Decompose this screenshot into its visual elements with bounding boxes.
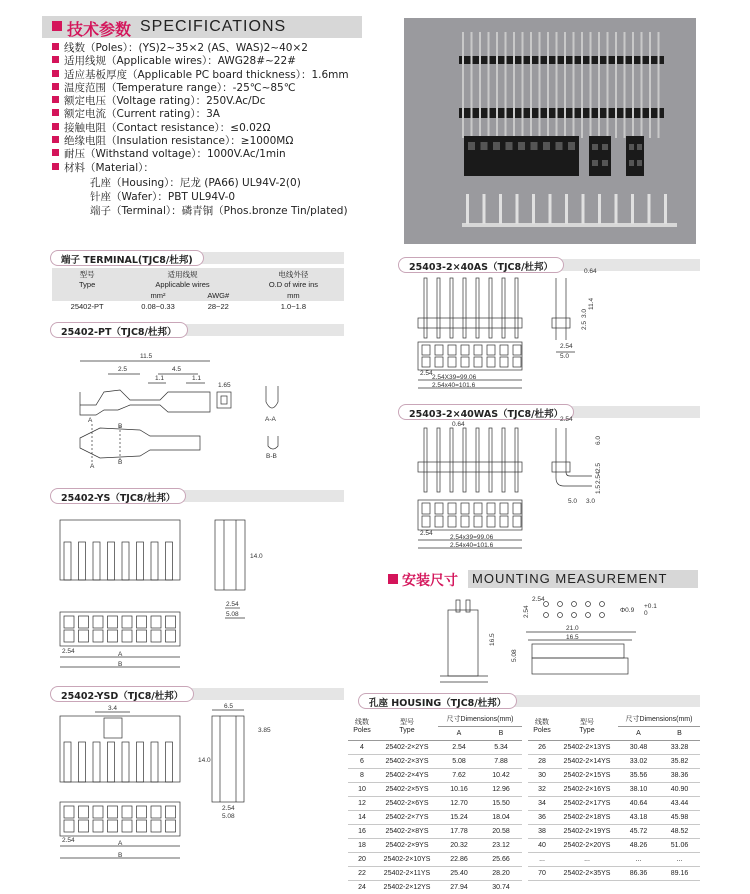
svg-text:0.64: 0.64	[452, 421, 465, 428]
table-cell: ...	[528, 852, 556, 866]
pt-title: 25402-PT（TJC8/杜邦）	[50, 322, 188, 338]
housing-title: 孔座 HOUSING（TJC8/杜邦）	[358, 693, 517, 709]
table-cell: 25402-2×19YS	[556, 824, 618, 838]
table-cell: 89.16	[659, 866, 700, 880]
table-cell: 45.98	[659, 810, 700, 824]
table-cell	[659, 880, 700, 894]
table-cell: 8	[348, 768, 376, 782]
table-cell	[528, 880, 556, 894]
table-cell: 18.04	[480, 810, 522, 824]
svg-text:2.54: 2.54	[560, 343, 573, 350]
table-row	[528, 824, 700, 838]
svg-text:2.54: 2.54	[532, 596, 545, 603]
table-cell: 25402-2×18YS	[556, 810, 618, 824]
svg-text:11.5: 11.5	[140, 353, 153, 360]
table-cell: 25402-2×11YS	[376, 866, 438, 880]
svg-text:A-A: A-A	[265, 416, 276, 423]
svg-text:+0.1: +0.1	[644, 603, 657, 610]
svg-text:5.08: 5.08	[226, 611, 239, 618]
table-cell: 23.12	[480, 838, 522, 852]
svg-text:5.0: 5.0	[560, 353, 570, 360]
svg-text:0: 0	[644, 610, 648, 617]
table-cell: 40.64	[618, 796, 659, 810]
table-cell: 34	[528, 796, 556, 810]
table-cell: 48.26	[618, 838, 659, 852]
table-cell: 25402-2×9YS	[376, 838, 438, 852]
svg-text:2.54: 2.54	[222, 805, 235, 812]
table-cell: 25402-2×20YS	[556, 838, 618, 852]
table-cell: 30	[528, 768, 556, 782]
table-row	[348, 824, 522, 838]
as-title: 25403-2×40AS（TJC8/杜邦）	[398, 257, 564, 273]
table-cell	[556, 880, 618, 894]
table-cell: 35.56	[618, 768, 659, 782]
svg-text:2.5: 2.5	[581, 320, 588, 330]
table-row	[528, 810, 700, 824]
svg-text:2.54: 2.54	[420, 370, 433, 377]
table-cell: 7.62	[438, 768, 480, 782]
table-cell: 15.50	[480, 796, 522, 810]
svg-text:3.4: 3.4	[108, 705, 118, 712]
table-cell: 4	[348, 740, 376, 754]
header-title-en: SPECIFICATIONS	[140, 18, 287, 35]
spec-item: 材料（Material）：	[52, 162, 349, 175]
svg-text:2.54: 2.54	[62, 837, 75, 844]
table-cell: 15.24	[438, 810, 480, 824]
table-cell: 25402-2×6YS	[376, 796, 438, 810]
spec-item: 额定电压（Voltage rating）：250V.Ac/Dc	[52, 95, 349, 108]
svg-text:2.5: 2.5	[118, 366, 128, 373]
svg-text:B: B	[118, 661, 123, 668]
svg-text:2.54: 2.54	[595, 471, 602, 484]
svg-text:B: B	[118, 459, 123, 466]
table-cell: 25.40	[438, 866, 480, 880]
table-cell: 22.86	[438, 852, 480, 866]
table-cell: 6	[348, 754, 376, 768]
table-cell: 40	[528, 838, 556, 852]
svg-text:11.4: 11.4	[588, 297, 595, 310]
svg-text:B-B: B-B	[266, 453, 277, 460]
table-cell: 5.08	[438, 754, 480, 768]
svg-text:B: B	[118, 852, 123, 859]
table-cell: 86.36	[618, 866, 659, 880]
table-cell: 20.32	[438, 838, 480, 852]
table-cell: 36	[528, 810, 556, 824]
table-cell: 70	[528, 866, 556, 880]
table-cell: 25402-2×35YS	[556, 866, 618, 880]
was-title: 25403-2×40WAS（TJC8/杜邦）	[398, 404, 574, 420]
material-housing: 孔座（Housing）：尼龙 (PA66) UL94V-2(0)	[90, 177, 301, 189]
table-row	[348, 838, 522, 852]
svg-text:1.1: 1.1	[155, 375, 165, 382]
svg-text:2.54: 2.54	[420, 530, 433, 537]
svg-text:2.54: 2.54	[523, 605, 530, 618]
table-cell: 12.70	[438, 796, 480, 810]
table-row	[348, 782, 522, 796]
table-cell: 25402-2×5YS	[376, 782, 438, 796]
table-cell: 25402-2×14YS	[556, 754, 618, 768]
table-cell: 25402-2×17YS	[556, 796, 618, 810]
table-row	[348, 754, 522, 768]
table-cell: 43.44	[659, 796, 700, 810]
th-wires: 适用线规 Applicable wires	[155, 270, 210, 289]
table-row	[528, 838, 700, 852]
spec-item: 耐压（Withstand voltage）：1000V.Ac/1min	[52, 148, 349, 161]
svg-text:A: A	[118, 840, 123, 847]
table-row	[528, 740, 700, 754]
table-cell: 12	[348, 796, 376, 810]
table-row	[528, 866, 700, 880]
table-cell: 18	[348, 838, 376, 852]
table-cell: 51.06	[659, 838, 700, 852]
svg-text:1.1: 1.1	[192, 375, 202, 382]
table-row	[348, 852, 522, 866]
table-cell: 43.18	[618, 810, 659, 824]
table-cell: 25402-2×12YS	[376, 880, 438, 894]
table-cell: 25402-2×16YS	[556, 782, 618, 796]
table-cell: 25402-2×4YS	[376, 768, 438, 782]
svg-text:6.5: 6.5	[224, 703, 234, 710]
table-row	[348, 866, 522, 880]
table-cell: 28	[528, 754, 556, 768]
table-cell: 25402-2×10YS	[376, 852, 438, 866]
table-cell: 38.10	[618, 782, 659, 796]
table-cell: 20	[348, 852, 376, 866]
table-cell: 24	[348, 880, 376, 894]
table-row	[528, 852, 700, 866]
table-cell: 12.96	[480, 782, 522, 796]
table-row	[528, 782, 700, 796]
table-cell: 35.82	[659, 754, 700, 768]
svg-text:14.0: 14.0	[198, 757, 211, 764]
table-row	[348, 796, 522, 810]
svg-text:2.54: 2.54	[226, 601, 239, 608]
terminal-title: 端子 TERMINAL(TJC8/杜邦)	[50, 250, 204, 266]
spec-item: 线数（Poles）：(YS)2~35×2 (AS、WAS)2~40×2	[52, 42, 349, 55]
table-cell: 10.16	[438, 782, 480, 796]
svg-text:2.54: 2.54	[560, 416, 573, 423]
table-cell: 5.34	[480, 740, 522, 754]
spec-item: 接触电阻（Contact resistance）：≤0.02Ω	[52, 122, 349, 135]
th-od: 电线外径 O.D of wire ins	[268, 270, 318, 289]
svg-text:6.0: 6.0	[595, 435, 602, 445]
material-wafer: 针座（Wafer）：PBT UL94V-0	[90, 191, 236, 203]
mount-title-en: MOUNTING MEASUREMENT	[472, 571, 668, 586]
table-cell: 25402-2×13YS	[556, 740, 618, 754]
svg-text:A: A	[90, 463, 95, 470]
svg-text:14.0: 14.0	[250, 553, 263, 560]
spec-item: 温度范围（Temperature range）：-25℃~85℃	[52, 82, 349, 95]
table-cell	[618, 880, 659, 894]
table-cell: 27.94	[438, 880, 480, 894]
material-terminal: 端子（Terminal）：磷青铜（Phos.bronze Tin/plated)	[90, 205, 348, 217]
table-cell: 38	[528, 824, 556, 838]
svg-text:5.0: 5.0	[568, 498, 578, 505]
table-cell: ...	[659, 852, 700, 866]
svg-text:5.08: 5.08	[511, 649, 518, 662]
svg-text:3.0: 3.0	[586, 498, 596, 505]
table-cell: 20.58	[480, 824, 522, 838]
svg-text:4.5: 4.5	[172, 366, 182, 373]
ys-title: 25402-YS（TJC8/杜邦）	[50, 488, 186, 504]
svg-text:2.5: 2.5	[595, 462, 602, 472]
svg-text:5.08: 5.08	[222, 813, 235, 820]
table-row	[348, 880, 522, 894]
table-cell: 7.88	[480, 754, 522, 768]
table-row	[528, 880, 700, 894]
table-cell: 45.72	[618, 824, 659, 838]
table-row	[528, 768, 700, 782]
mount-title-cn: 安装尺寸	[402, 573, 458, 589]
table-cell: 38.36	[659, 768, 700, 782]
table-row: 25402-PT 0.08~0.33 28~22 1.0~1.8	[70, 302, 307, 311]
table-cell: 25402-2×3YS	[376, 754, 438, 768]
table-cell: ...	[556, 852, 618, 866]
svg-text:16.5: 16.5	[566, 634, 579, 641]
th-type: 型号 Type	[78, 270, 96, 289]
table-row	[348, 810, 522, 824]
ysd-title: 25402-YSD（TJC8/杜邦）	[50, 686, 194, 702]
header-title-cn: 技术参数	[67, 20, 132, 39]
table-cell: 48.52	[659, 824, 700, 838]
svg-text:A: A	[88, 417, 93, 424]
table-cell: 25402-2×2YS	[376, 740, 438, 754]
svg-text:3.85: 3.85	[258, 727, 271, 734]
th-awg: AWG#	[207, 291, 230, 300]
svg-text:1.5: 1.5	[595, 484, 602, 494]
housing-table-left: 线数 Poles 型号 Type 尺寸Dimensions(mm) A B 4 25402-2×2YS 2.54 5.34 6 25402-2×3YS 5.08 7.88 8 25402-2×4YS 7.62 10.42 10 25402-2×5YS 10.16 12.96 12 25402-2×6YS 12.70 15.50 14 25402-2×7YS 15.24 18.04 16 25402-2×8YS 17.78 20.58 18 25402-2×9YS 20.32 23.12 20 25402-2×10YS 22.86 25.66 22 25402-2×11YS 25.40 28.20 24 25402-2×12YS 27.94 30.74	[348, 712, 522, 894]
table-cell: 22	[348, 866, 376, 880]
table-row	[348, 740, 522, 754]
table-cell: 17.78	[438, 824, 480, 838]
svg-text:0.64: 0.64	[584, 268, 597, 275]
table-cell: 16	[348, 824, 376, 838]
th-mm: mm	[287, 291, 300, 300]
table-cell: 33.02	[618, 754, 659, 768]
spec-item: 绝缘电阻（Insulation resistance）：≥1000MΩ	[52, 135, 349, 148]
svg-text:A: A	[118, 651, 123, 658]
housing-table-right: 线数 Poles 型号 Type 尺寸Dimensions(mm) A B 26 25402-2×13YS 30.48 33.28 28 25402-2×14YS 33.02 35.82 30 25402-2×15YS 35.56 38.36 32 25402-2×16YS 38.10 40.90 34 25402-2×17YS 40.64 43.44 36 25402-2×18YS 43.18 45.98 38 25402-2×19YS 45.72 48.52 40 25402-2×20YS 48.26 51.06 ... ... ... ... 70 25402-2×35YS 86.36 89.16	[528, 712, 700, 894]
table-cell: 26	[528, 740, 556, 754]
table-row	[348, 768, 522, 782]
table-cell: 25402-2×15YS	[556, 768, 618, 782]
table-cell: 30.48	[618, 740, 659, 754]
svg-text:1.65: 1.65	[218, 382, 231, 389]
svg-text:2.54x39=99.06: 2.54x39=99.06	[450, 534, 494, 541]
svg-text:16.5: 16.5	[489, 633, 496, 646]
svg-text:Φ0.9: Φ0.9	[620, 607, 635, 614]
table-cell: 33.28	[659, 740, 700, 754]
spec-item: 适应基板厚度（Applicable PC board thickness）：1.6mm	[52, 69, 349, 82]
table-cell: 10	[348, 782, 376, 796]
table-cell: 25.66	[480, 852, 522, 866]
svg-text:B: B	[118, 423, 123, 430]
svg-text:3.0: 3.0	[581, 308, 588, 318]
svg-text:2.54: 2.54	[62, 648, 75, 655]
spec-item: 适用线规（Applicable wires）：AWG28#~22#	[52, 55, 349, 68]
svg-text:2.54x40=101.6: 2.54x40=101.6	[450, 542, 494, 549]
table-cell: ...	[618, 852, 659, 866]
table-cell: 40.90	[659, 782, 700, 796]
svg-text:2.54x40=101.6: 2.54x40=101.6	[432, 382, 476, 389]
table-cell: 2.54	[438, 740, 480, 754]
table-row	[528, 796, 700, 810]
table-cell: 14	[348, 810, 376, 824]
table-cell: 25402-2×7YS	[376, 810, 438, 824]
table-row	[528, 754, 700, 768]
svg-text:21.0: 21.0	[566, 625, 579, 632]
th-mm2: mm²	[150, 291, 166, 300]
table-cell: 32	[528, 782, 556, 796]
svg-text:2.54X39=99.06: 2.54X39=99.06	[432, 374, 477, 381]
table-cell: 25402-2×8YS	[376, 824, 438, 838]
table-cell: 10.42	[480, 768, 522, 782]
table-cell: 28.20	[480, 866, 522, 880]
spec-item: 额定电流（Current rating）：3A	[52, 108, 349, 121]
table-cell: 30.74	[480, 880, 522, 894]
